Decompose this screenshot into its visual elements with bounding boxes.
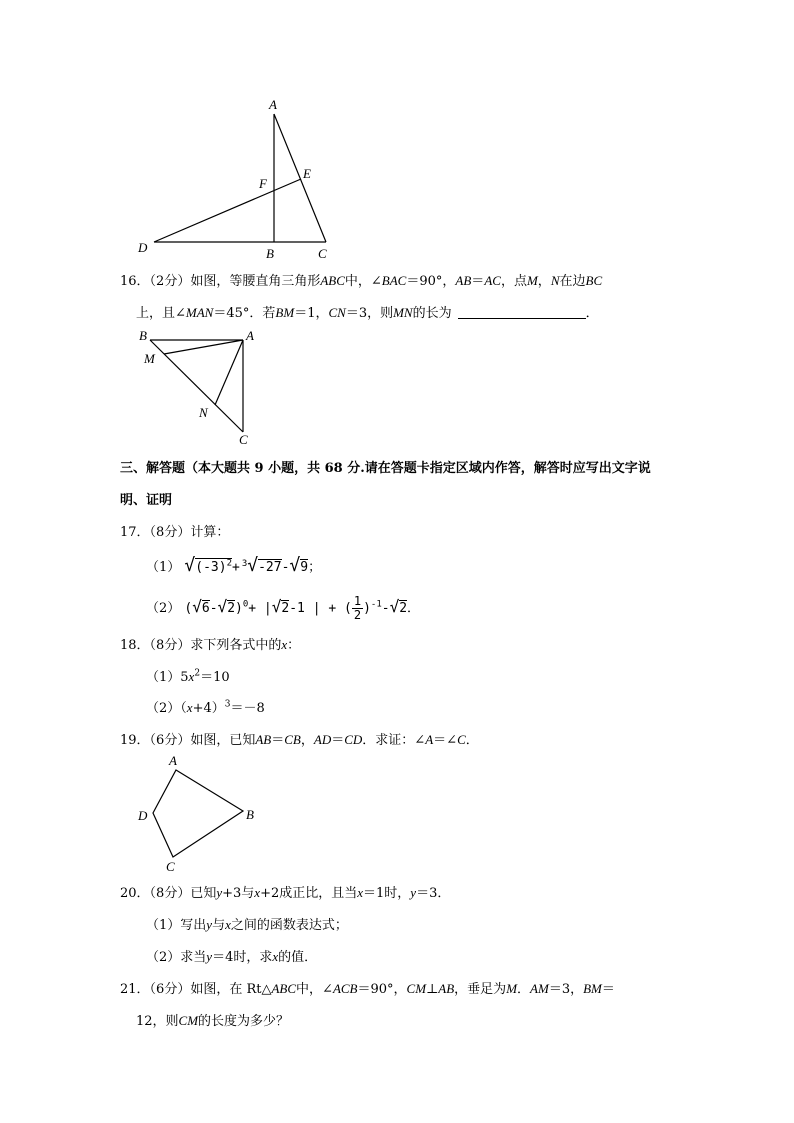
radicand: 6 (201, 601, 210, 616)
point-label-f: F (259, 176, 267, 191)
root-index: 3 (241, 558, 248, 569)
text: 之间的函数表达式； (230, 918, 348, 933)
text: +4） (192, 701, 225, 716)
var: ABC (271, 981, 297, 996)
point-label-b: B (266, 246, 274, 261)
var: ACB (332, 981, 358, 996)
var: x (188, 669, 195, 684)
radicand: 2 (399, 601, 408, 616)
exponent: 0 (242, 599, 249, 610)
var: x (357, 885, 364, 900)
text: 12，则 (136, 1014, 179, 1029)
var: x (225, 917, 231, 932)
var: CM (178, 1013, 199, 1028)
point-label-m: M (144, 351, 155, 366)
text: ， (300, 733, 314, 748)
text: ． (585, 306, 599, 321)
text: +2成正比，且当 (260, 886, 358, 901)
radical-sign: √ (389, 597, 400, 616)
var: BM (583, 981, 602, 996)
var: x (254, 885, 261, 900)
text: （1）5 (146, 670, 189, 685)
var: y (410, 885, 417, 900)
text: 上，且∠ (136, 306, 186, 321)
text: ＝1， (294, 306, 329, 321)
text: 19．（6分）如图，已知 (120, 733, 256, 748)
var: x (281, 637, 288, 652)
text: ＝45°．若 (213, 306, 276, 321)
text: + | (248, 601, 272, 616)
part-label: （2） (146, 601, 181, 616)
text: 中，∠ (344, 274, 382, 289)
var: AB (438, 981, 455, 996)
denominator: 2 (353, 608, 362, 622)
text: -1 | + ( (289, 601, 352, 616)
text: - (209, 601, 218, 616)
var: A (425, 732, 434, 747)
text: ． (517, 982, 531, 997)
var: AB (455, 273, 472, 288)
numerator: 1 (353, 594, 362, 608)
var: M (526, 273, 538, 288)
point-label-c: C (318, 246, 327, 261)
radical-sign: √ (192, 597, 202, 616)
text: ＝ (471, 274, 485, 289)
text: ＝ (601, 982, 615, 997)
var: BC (585, 273, 603, 288)
exponent: 3 (224, 699, 231, 710)
var: AC (484, 273, 501, 288)
text: (-3) (195, 560, 227, 575)
var: y (206, 917, 213, 932)
radical-sign: √ (271, 597, 282, 616)
point-label-d: D (138, 240, 148, 255)
text: ) (363, 601, 371, 616)
text: ， (537, 274, 551, 289)
text: 20．（8分）已知 (120, 886, 217, 901)
var: CM (406, 981, 427, 996)
text: ＝90°， (357, 982, 407, 997)
var: CN (328, 305, 346, 320)
text: ． (407, 601, 421, 616)
question-20-part-2 (146, 946, 317, 965)
text: - (281, 560, 290, 575)
radicand: -27 (258, 560, 282, 575)
text: +3与 (222, 886, 255, 901)
question-21-line-2 (136, 1010, 289, 1029)
text: 在边 (559, 274, 586, 289)
var: MAN (185, 305, 214, 320)
section-3-heading-line-2: 明、证明 (120, 493, 173, 508)
radical-sign: √ (289, 555, 301, 576)
text: 的长度为多少？ (198, 1014, 290, 1029)
point-label-a: A (169, 753, 177, 768)
var: CB (284, 732, 301, 747)
text: ⊥ (426, 982, 439, 997)
question-21-line-1 (120, 978, 615, 997)
var: x (272, 949, 279, 964)
text: ) (235, 601, 243, 616)
var: y (216, 885, 223, 900)
text: + (232, 560, 240, 575)
text: ，垂足为 (454, 982, 507, 997)
var: CD (344, 732, 363, 747)
question-20 (120, 882, 450, 901)
var: BAC (381, 273, 407, 288)
question-20-part-1 (146, 914, 348, 933)
text: （2）求当 (146, 950, 207, 965)
point-label-b: B (246, 807, 254, 822)
var: x (186, 700, 193, 715)
var: AM (530, 981, 549, 996)
var: C (457, 732, 466, 747)
var: M (506, 981, 518, 996)
text: （1）写出 (146, 918, 207, 933)
exponent: 2 (194, 668, 201, 679)
radical-sign: √ (217, 597, 228, 616)
point-label-b: B (139, 328, 147, 343)
part-label: （1） (146, 560, 181, 575)
var: y (206, 949, 213, 964)
exponent: -1 (370, 599, 382, 610)
radicand: 9 (300, 560, 309, 575)
text: ： (287, 638, 301, 653)
text: ＝1时， (363, 886, 411, 901)
radical-sign: √ (184, 555, 196, 576)
text: ，点 (500, 274, 527, 289)
text: ＝－8 (230, 701, 265, 716)
section-3-heading-line-1: 三、解答题（本大题共 9 小题，共 68 分.请在答题卡指定区域内作答，解答时应写出文字说 (120, 461, 651, 476)
text: （2）（ (146, 701, 187, 716)
radical-sign: √ (247, 555, 259, 576)
text: 的长为 (412, 306, 452, 321)
text: ． (465, 733, 479, 748)
exponent: 2 (226, 558, 232, 569)
quadrilateral-abcd (153, 770, 243, 857)
var: AD (313, 732, 332, 747)
text: ＝3，则 (345, 306, 394, 321)
point-label-e: E (303, 166, 311, 181)
point-label-n: N (199, 405, 208, 420)
point-label-a: A (246, 328, 254, 343)
radicand: 2 (281, 601, 290, 616)
text: ．求证：∠ (362, 733, 426, 748)
var: N (550, 273, 560, 288)
text: ＝ (331, 733, 345, 748)
text: - (381, 601, 390, 616)
text: ＝4时，求 (212, 950, 273, 965)
question-17-title: 17．（8分）计算： (120, 525, 230, 540)
text: ＝∠ (433, 733, 458, 748)
text: ； (308, 560, 322, 575)
text: 中，∠ (296, 982, 333, 997)
point-label-c: C (166, 859, 175, 874)
var: MN (393, 305, 413, 320)
radicand: 2 (227, 601, 236, 616)
text: 的值． (278, 950, 318, 965)
point-label-a: A (269, 97, 277, 112)
text: ＝3． (416, 886, 451, 901)
var: BM (275, 305, 295, 320)
text: ( (184, 601, 193, 616)
var: AB (255, 732, 272, 747)
point-label-d: D (138, 808, 148, 823)
text: ＝90°， (406, 274, 456, 289)
point-label-c: C (239, 432, 248, 447)
text: 21．（6分）如图，在 Rt△ (120, 982, 272, 997)
text: ＝ (271, 733, 285, 748)
text: 与 (212, 918, 226, 933)
text: ＝10 (200, 670, 230, 685)
text: 18．（8分）求下列各式中的 (120, 638, 282, 653)
text: 16．（2分）如图，等腰直角三角形 (120, 274, 321, 289)
var: ABC (320, 273, 345, 288)
text: ＝3， (548, 982, 584, 997)
